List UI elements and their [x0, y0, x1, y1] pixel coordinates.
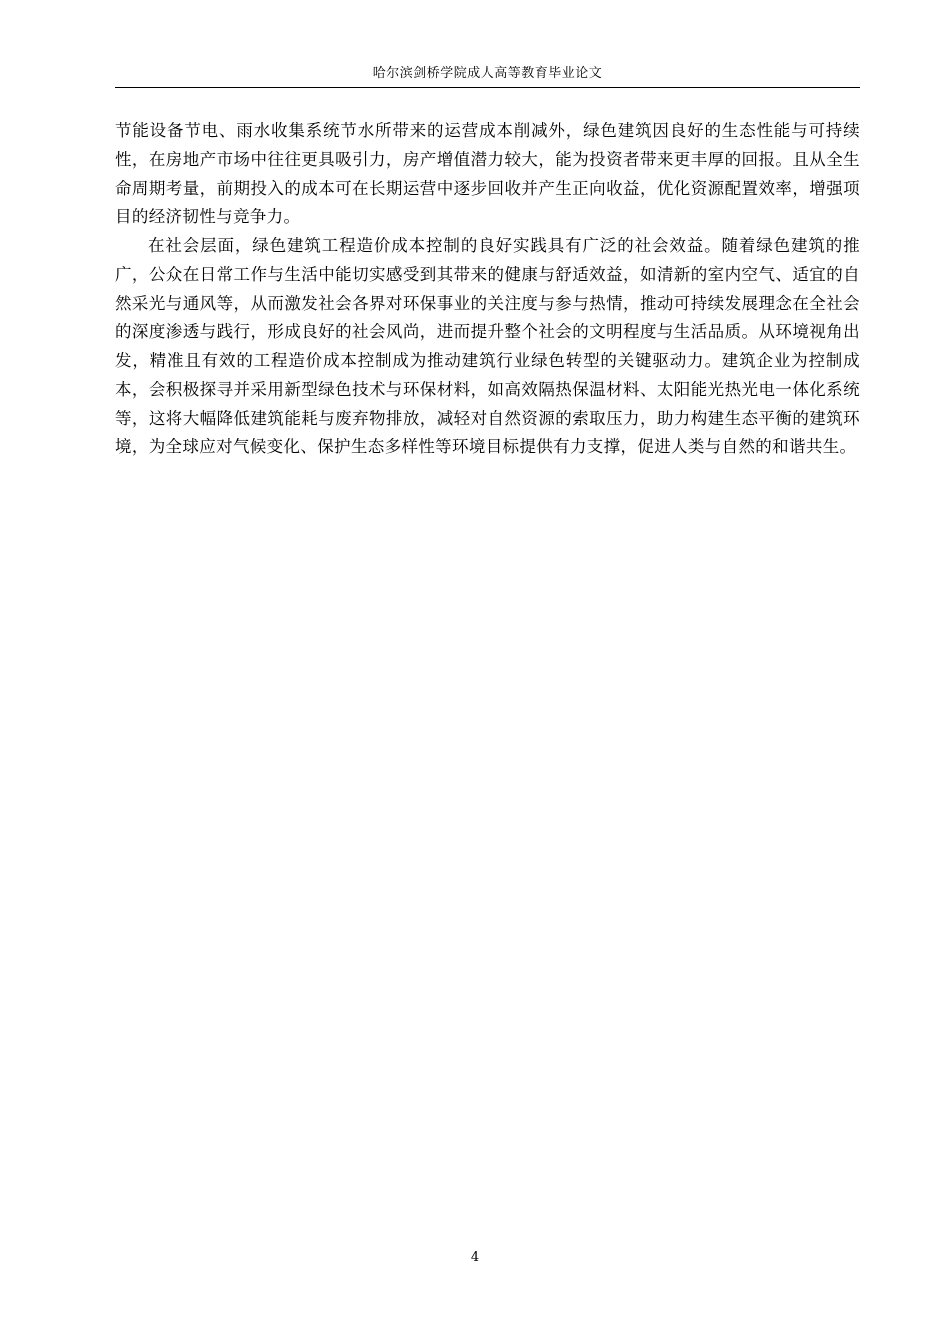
- page-number: 4: [470, 1250, 480, 1265]
- paragraph-economic-benefit-continued: 节能设备节电、雨水收集系统节水所带来的运营成本削减外，绿色建筑因良好的生态性能与可持续性，在房地产市场中往往更具吸引力，房产增值潜力较大，能为投资者带来更丰厚的回报。且从全生命周期考量，前期投入的成本可在长期运营中逐步回收并产生正向收益，优化资源配置效率，增强项目的经济韧性与竞争力。: [115, 121, 860, 227]
- page-header: [115, 62, 860, 88]
- document-body: [115, 117, 860, 462]
- paragraph-social-environmental-benefit: 在社会层面，绿色建筑工程造价成本控制的良好实践具有广泛的社会效益。随着绿色建筑的推广，公众在日常工作与生活中能切实感受到其带来的健康与舒适效益，如清新的室内空气、适宜的自然采光与通风等，从而激发社会各界对环保事业的关注度与参与热情，推动可持续发展理念在全社会的深度渗透与践行，形成良好的社会风尚，进而提升整个社会的文明程度与生活品质。从环境视角出发，精准且有效的工程造价成本控制成为推动建筑行业绿色转型的关键驱动力。建筑企业为控制成本，会积极探寻并采用新型绿色技术与环保材料，如高效隔热保温材料、太阳能光热光电一体化系统等，这将大幅降低建筑能耗与废弃物排放，减轻对自然资源的索取压力，助力构建生态平衡的建筑环境，为全球应对气候变化、保护生态多样性等环境目标提供有力支撑，促进人类与自然的和谐共生。: [115, 236, 860, 457]
- thesis-header-title: 哈尔滨剑桥学院成人高等教育毕业论文: [372, 66, 603, 81]
